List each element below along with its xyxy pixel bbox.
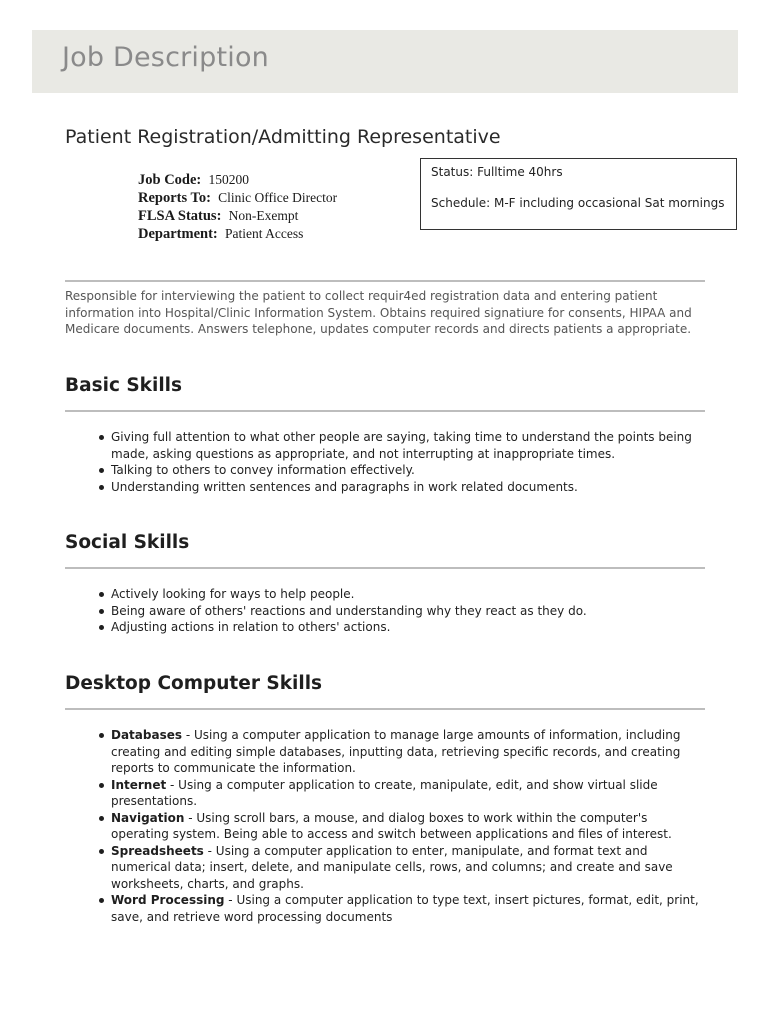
- social-skills-heading: Social Skills: [65, 532, 190, 553]
- department-row: [138, 225, 337, 243]
- skill-term: Spreadsheets: [111, 843, 204, 858]
- department-label: Department:: [138, 226, 218, 242]
- list-item: Talking to others to convey information effectively.: [96, 462, 708, 479]
- skill-term: Databases: [111, 728, 183, 742]
- skill-description: - Using scroll bars, a mouse, and dialog boxes to work within the computer's operating system. Being able to access and switch between applications and files of interest.: [111, 810, 672, 841]
- skill-description: - Using a computer application to enter, manipulate, and format text and numerical data; insert, delete, and manipulate cells, rows, and columns; and create and save worksheets, charts, and graphs.: [111, 843, 673, 891]
- reports-to-label: Reports To:: [138, 190, 211, 206]
- list-item: [96, 727, 708, 777]
- basic-skills-list: [96, 429, 708, 495]
- reports-to-row: [138, 189, 337, 207]
- flsa-status-value: Non-Exempt: [228, 208, 299, 223]
- reports-to-value: Clinic Office Director: [218, 190, 338, 205]
- divider: [65, 410, 705, 412]
- flsa-status-label: FLSA Status:: [138, 208, 222, 224]
- list-item: Giving full attention to what other people are saying, taking time to understand the points being made, asking questions as appropriate, and not interrupting at inappropriate times.: [96, 429, 708, 462]
- list-item: Adjusting actions in relation to others' actions.: [96, 619, 708, 636]
- job-code-row: [138, 171, 337, 189]
- list-item: [96, 777, 708, 810]
- job-code-value: 150200: [208, 172, 249, 187]
- flsa-status-row: [138, 207, 337, 225]
- basic-skills-heading: Basic Skills: [65, 375, 183, 396]
- status-box: [420, 158, 737, 230]
- list-item: Understanding written sentences and paragraphs in work related documents.: [96, 479, 708, 496]
- computer-skills-list: [96, 727, 708, 925]
- computer-skills-heading: Desktop Computer Skills: [65, 673, 323, 694]
- divider: [65, 280, 705, 282]
- schedule-text: Schedule: M-F including occasional Sat mornings: [431, 196, 725, 210]
- list-item: Actively looking for ways to help people.: [96, 586, 708, 603]
- skill-description: - Using a computer application to create, manipulate, edit, and show virtual slide presentations.: [111, 777, 658, 808]
- list-item: [96, 810, 708, 843]
- job-title: Patient Registration/Admitting Representative: [65, 126, 501, 148]
- department-value: Patient Access: [224, 226, 304, 241]
- skill-description: - Using a computer application to manage large amounts of information, including creating and editing simple databases, inputting data, retrieving specific records, and creating reports to communicate the information.: [111, 728, 681, 775]
- summary-paragraph: Responsible for interviewing the patient to collect requir4ed registration data and entering patient information into Hospital/Clinic Information System. Obtains required signatiure for consents, HIPAA and Medicare documents. Answers telephone, updates computer records and directs patients a appropriate.: [65, 289, 692, 336]
- list-item: [96, 843, 708, 893]
- list-item: [96, 892, 708, 925]
- skill-description: - Using a computer application to type text, insert pictures, format, edit, print, save, and retrieve word processing documents: [111, 893, 699, 924]
- job-meta: [138, 171, 337, 243]
- skill-term: Internet: [111, 777, 167, 792]
- header-band: [32, 30, 738, 93]
- list-item: Being aware of others' reactions and understanding why they react as they do.: [96, 603, 708, 620]
- social-skills-list: [96, 586, 708, 636]
- status-text: Status: Fulltime 40hrs: [431, 165, 563, 179]
- skill-term: Navigation: [111, 810, 185, 825]
- divider: [65, 708, 705, 710]
- skill-term: Word Processing: [111, 893, 225, 907]
- divider: [65, 567, 705, 569]
- job-code-label: Job Code:: [138, 172, 202, 188]
- document-title: Job Description: [62, 42, 269, 73]
